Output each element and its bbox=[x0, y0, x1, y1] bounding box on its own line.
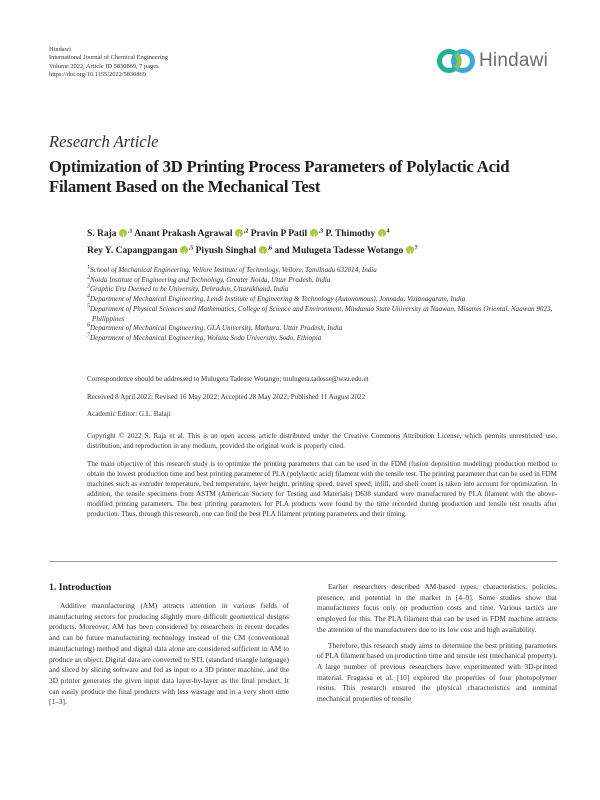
affiliation-list bbox=[87, 266, 557, 344]
body-paragraph: Earlier researchers described AM-based types, characteristics, policies, presence, and potential in the market in [4–9]. Some studies show that manufacturers focus only on production costs and time. Various tactics are employed for this. The PLA filament that can be used in FDM machine attracts the attention of the manufacturers due to its low cost and high availability. bbox=[317, 582, 557, 634]
author bbox=[196, 246, 272, 256]
orcid-icon[interactable] bbox=[406, 246, 414, 254]
affiliation-item: $^3$Graphic Era Deemed to be University, Dehradun, Uttarakhand, India bbox=[87, 283, 289, 294]
author-list bbox=[87, 226, 557, 260]
right-column bbox=[317, 582, 557, 705]
author-name: Rey Y. Capangpangan bbox=[87, 246, 180, 256]
affiliation-item: $^4$Department of Mechanical Engineering, Lendi Institute of Engineering & Technology (Autonomous), Jonnada, Vizianagaram, India bbox=[87, 293, 466, 304]
paper-title: Optimization of 3D Printing Process Parameters of Polylactic Acid Filament Based on the Mechanical Test bbox=[49, 157, 510, 196]
orcid-icon[interactable] bbox=[119, 229, 127, 237]
hindawi-logo bbox=[436, 46, 556, 78]
author bbox=[87, 246, 193, 256]
author-name: P. Thimothy bbox=[325, 229, 378, 239]
author-name: S. Raja bbox=[87, 229, 119, 239]
author bbox=[274, 246, 417, 256]
abstract: The main objective of this research study is to optimize the printing parameters that can be used in the FDM (fusion deposition modeling) production method to obtain the lowest production time and best printing parameter of PLA (polylactic acid) filament with the tensile test. The printing parameter that can be used in FDM machines such as extruder temperature, bed temperature, layer height, printing speed, travel speed, infill, and shell count is taken into account for optimization. In addition, the tensile specimens from ASTM (American Society for Testing and Materials) D638 standard were manufactured by PLA filament with the above-modified printing parameters. The best printing parameters for PLA products were found by the time recorded during production and tensile test results after production. Thus, through this research, one can find the best PLA filament printing parameters and their timing. bbox=[87, 460, 557, 519]
orcid-icon[interactable] bbox=[259, 246, 267, 254]
affiliation-item: $^5$Department of Physical Sciences and Mathematics, College of Science and Environment, Mindanao State University at Naawan, Misamis Oriental, Naawan 9023, Philippines bbox=[87, 303, 553, 323]
author bbox=[251, 229, 323, 239]
affiliation-marker: ,5 bbox=[188, 245, 194, 252]
affiliation-marker: 4 bbox=[386, 228, 390, 235]
publisher-name: Hindawi bbox=[49, 46, 72, 53]
affiliation-marker: 7 bbox=[414, 245, 418, 252]
author-name: Mulugeta Tadesse Wotango bbox=[292, 246, 406, 256]
affiliation-marker: ,2 bbox=[243, 228, 249, 235]
introduction-heading: 1. Introduction bbox=[49, 582, 112, 593]
author-name: Piyush Singhal bbox=[195, 246, 259, 256]
affiliation-item: $^7$Department of Mechanical Engineering, Wolaita Sodo University, Sodo, Ethiopia bbox=[87, 332, 322, 342]
affiliation-item: $^2$Noida Institute of Engineering and Technology, Greater Noida, Uttar Pradesh, India bbox=[87, 274, 331, 284]
affiliation-number: 3 bbox=[87, 283, 90, 290]
volume-info: Volume 2022, Article ID 5830869, 7 pages bbox=[49, 62, 159, 70]
affiliation-number: 2 bbox=[87, 274, 90, 281]
affiliation-marker: ,3 bbox=[318, 228, 324, 235]
orcid-icon[interactable] bbox=[180, 246, 188, 254]
orcid-icon[interactable] bbox=[378, 229, 386, 237]
affiliation-item: $^6$Department of Mechanical Engineering, GLA University, Mathura, Uttar Pradesh, India bbox=[87, 322, 343, 333]
body-paragraph: Additive manufacturing (AM) attracts attention in various fields of manufacturing sectors for producing slightly more difficult geometrical designs products. Moreover, AM has been considered by researchers in recent decades and can be future manufacturing technology instead of the CM (conventional manufacturing) method and digital data alone are considered sufficient in AM to produce an object. Digital data are converted to STL (standard triangle language) and sliced by slicing software and fed as input to a 3D printer machine, and the 3D printer generates the given input data layer-by-layer as the final product. It can easily produce the final products with less wastage and in a very short time [1–3]. bbox=[49, 601, 289, 707]
doi-link[interactable]: https://doi.org/10.1155/2022/5830869 bbox=[49, 71, 146, 79]
author-name: Pravin P Patil bbox=[250, 229, 310, 239]
author bbox=[87, 229, 132, 239]
article-type: Research Article bbox=[49, 132, 159, 151]
affiliation-marker: ,6 bbox=[267, 245, 272, 252]
author bbox=[134, 229, 248, 239]
correspondence-note: Correspondence should be addressed to Mulugeta Tadesse Wotango; mulugeta.tadesse@wsu.edu.et bbox=[87, 375, 369, 383]
affiliation-item: $^1$School of Mechanical Engineering, Vellore Institute of Technology, Vellore, Tamilnadu 632014, India bbox=[87, 264, 377, 274]
affiliation-number: 7 bbox=[87, 332, 90, 339]
publication-dates: Received 8 April 2022; Revised 16 May 2022; Accepted 28 May 2022; Published 11 August 2022 bbox=[87, 393, 366, 401]
orcid-icon[interactable] bbox=[310, 229, 318, 237]
left-column-text bbox=[49, 601, 289, 708]
affiliation-marker: ,1 bbox=[127, 228, 133, 235]
section-divider bbox=[49, 561, 557, 562]
academic-editor: Academic Editor: G.L. Balaji bbox=[87, 410, 171, 418]
author-name: Anant Prakash Agrawal bbox=[134, 229, 235, 239]
journal-name: International Journal of Chemical Engineering bbox=[49, 54, 168, 62]
author-joiner: and bbox=[274, 246, 293, 256]
body-paragraph: Therefore, this research study aims to determine the best printing parameters of PLA filament based on production time and tensile test (mechanical property). A large number of previous researchers have experimented with 3D-printed material. Fragassa et al. [10] explored the properties of four photopolymer resins. This research ensured the physical characteristics and nominal mechanical properties of tensile bbox=[317, 640, 557, 704]
affiliation-number: 1 bbox=[87, 264, 90, 271]
author bbox=[325, 229, 389, 239]
orcid-icon[interactable] bbox=[235, 229, 243, 237]
hindawi-logo-icon bbox=[436, 46, 476, 76]
affiliation-number: 4 bbox=[87, 293, 90, 300]
journal-meta bbox=[49, 46, 168, 80]
left-column bbox=[49, 582, 289, 708]
copyright-notice: Copyright © 2022 S. Raja et al. This is an open access article distributed under the Creative Commons Attribution License, which permits unrestricted use, distribution, and reproduction in any medium, provided the original work is properly cited. bbox=[87, 432, 557, 451]
affiliation-number: 6 bbox=[87, 322, 90, 329]
affiliation-number: 5 bbox=[87, 303, 90, 310]
hindawi-logo-text: Hindawi bbox=[479, 50, 548, 71]
right-column-text bbox=[317, 582, 557, 705]
